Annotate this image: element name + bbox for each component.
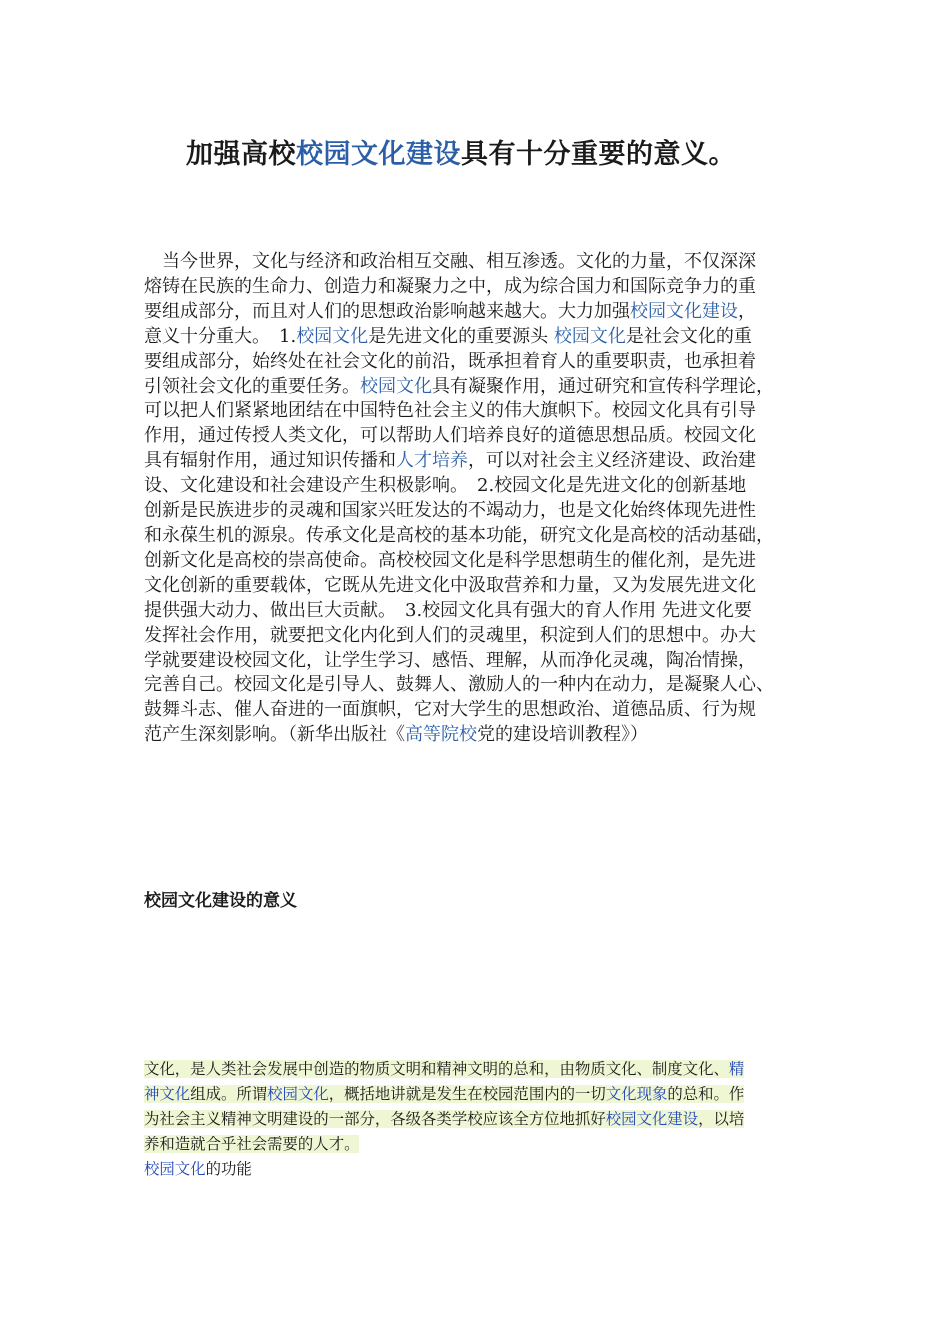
paragraph-line (144, 375, 812, 400)
text-run: 组成。所谓 (190, 1085, 268, 1103)
paragraph-line (144, 474, 812, 499)
inline-link[interactable]: 精 (728, 1060, 745, 1078)
paragraph-line (144, 399, 812, 424)
inline-link[interactable]: 校园文化建设 (630, 300, 738, 322)
text-run: ，可以对社会主义经济建设、政治建 (468, 450, 756, 472)
text-run: 党的建设培训教程》） (477, 724, 648, 746)
paragraph-line (144, 574, 812, 599)
text-run: 创新文化是高校的崇高使命。高校校园文化是科学思想萌生的催化剂，是先进 (144, 549, 756, 571)
paragraph-line (144, 649, 812, 674)
text-run: 鼓舞斗志、催人奋进的一面旗帜，它对大学生的思想政治、道德品质、行为规 (144, 699, 756, 721)
function-label: 的功能 (205, 1160, 252, 1178)
page-title (186, 132, 736, 171)
inline-link[interactable]: 高等院校 (405, 724, 477, 746)
paragraph-line (144, 698, 812, 723)
text-run: 可以把人们紧紧地团结在中国特色社会主义的伟大旗帜下。校园文化具有引导 (144, 400, 756, 422)
text-run: 范产生深刻影响。（新华出版社《 (144, 724, 405, 746)
paragraph-line (144, 599, 812, 624)
main-paragraph (144, 250, 812, 748)
paragraph-line (144, 499, 812, 524)
inline-link[interactable]: 文化现象 (605, 1085, 668, 1103)
paragraph-line (144, 424, 812, 449)
inline-link[interactable]: 校园文化 (553, 325, 626, 347)
text-run: 作用，通过传授人类文化，可以帮助人们培养良好的道德思想品质。校园文化 (144, 425, 756, 447)
inline-link[interactable]: 人才培养 (396, 450, 468, 472)
text-run: 具有辐射作用，通过知识传播和 (144, 450, 396, 472)
function-line (144, 1157, 252, 1182)
paragraph-line (144, 275, 812, 300)
text-run: 当今世界，文化与经济和政治相互交融、相互渗透。文化的力量，不仅深深 (144, 251, 756, 272)
text-run: 意义十分重大。 1. (144, 325, 297, 347)
definition-paragraph (144, 1057, 808, 1157)
text-run: 要组成部分，始终处在社会文化的前沿，既承担着育人的重要职责，也承担着 (144, 350, 756, 372)
text-run: 引领社会文化的重要任务。 (144, 375, 360, 397)
paragraph-line (144, 673, 812, 698)
inline-link[interactable]: 校园文化 (360, 375, 432, 397)
text-run: 养和造就合乎社会需要的人才。 (144, 1135, 360, 1153)
paragraph-line (144, 624, 812, 649)
paragraph-line (144, 449, 812, 474)
text-run: 熔铸在民族的生命力、创造力和凝聚力之中，成为综合国力和国际竞争力的重 (144, 275, 756, 297)
inline-link[interactable]: 校园文化 (296, 325, 369, 347)
text-run: ，概括地讲就是发生在校园范围内的一切 (328, 1085, 606, 1103)
text-run: 完善自己。校园文化是引导人、鼓舞人、激励人的一种内在动力，是凝聚人心、 (144, 674, 774, 696)
title-suffix: 具有十分重要的意义。 (461, 139, 736, 170)
paragraph-line (144, 549, 812, 574)
text-run: 文化，是人类社会发展中创造的物质文明和精神文明的总和，由物质文化、制度文化、 (144, 1060, 729, 1078)
text-run: 文化创新的重要载体，它既从先进文化中汲取营养和力量，又为发展先进文化 (144, 574, 756, 596)
definition-line (144, 1132, 808, 1157)
text-run: 为社会主义精神文明建设的一部分，各级各类学校应该全方位地抓好 (144, 1110, 606, 1128)
paragraph-line (144, 723, 812, 748)
paragraph-line (144, 524, 812, 549)
text-run: 设、文化建设和社会建设产生积极影响。 2.校园文化是先进文化的创新基地 (144, 475, 747, 497)
text-run: 具有凝聚作用，通过研究和宣传科学理论， (432, 375, 774, 397)
paragraph-line (144, 350, 812, 375)
text-run: 发挥社会作用，就要把文化内化到人们的灵魂里，积淀到人们的思想中。办大 (144, 624, 756, 646)
text-run: 创新是民族进步的灵魂和国家兴旺发达的不竭动力，也是文化始终体现先进性 (144, 500, 756, 522)
text-run: ， (738, 300, 756, 322)
definition-line (144, 1107, 808, 1132)
title-link-campus-culture[interactable]: 校园文化建设 (296, 139, 461, 170)
inline-link[interactable]: 校园文化 (267, 1085, 329, 1103)
definition-line (144, 1057, 808, 1082)
section-heading: 校园文化建设的意义 (144, 891, 297, 911)
paragraph-line (144, 325, 812, 350)
text-run: 是社会文化的重 (625, 325, 752, 347)
paragraph-line (144, 250, 812, 275)
text-run: 提供强大动力、做出巨大贡献。 3.校园文化具有强大的育人作用 先进文化要 (144, 599, 752, 621)
text-run: 和永葆生机的源泉。传承文化是高校的基本功能，研究文化是高校的活动基础， (144, 524, 774, 546)
text-run: ，以培 (698, 1110, 745, 1128)
definition-line (144, 1082, 808, 1107)
text-run: 是先进文化的重要源头 (368, 325, 554, 347)
title-prefix: 加强高校 (186, 139, 296, 170)
text-run: 要组成部分，而且对人们的思想政治影响越来越大。大力加强 (144, 300, 630, 322)
text-run: 学就要建设校园文化，让学生学习、感悟、理解，从而净化灵魂，陶冶情操， (144, 649, 756, 671)
function-link[interactable]: 校园文化 (144, 1160, 206, 1178)
inline-link[interactable]: 校园文化建设 (605, 1110, 699, 1128)
paragraph-line (144, 300, 812, 325)
inline-link[interactable]: 神文化 (144, 1085, 191, 1103)
text-run: 的总和。作 (667, 1085, 745, 1103)
